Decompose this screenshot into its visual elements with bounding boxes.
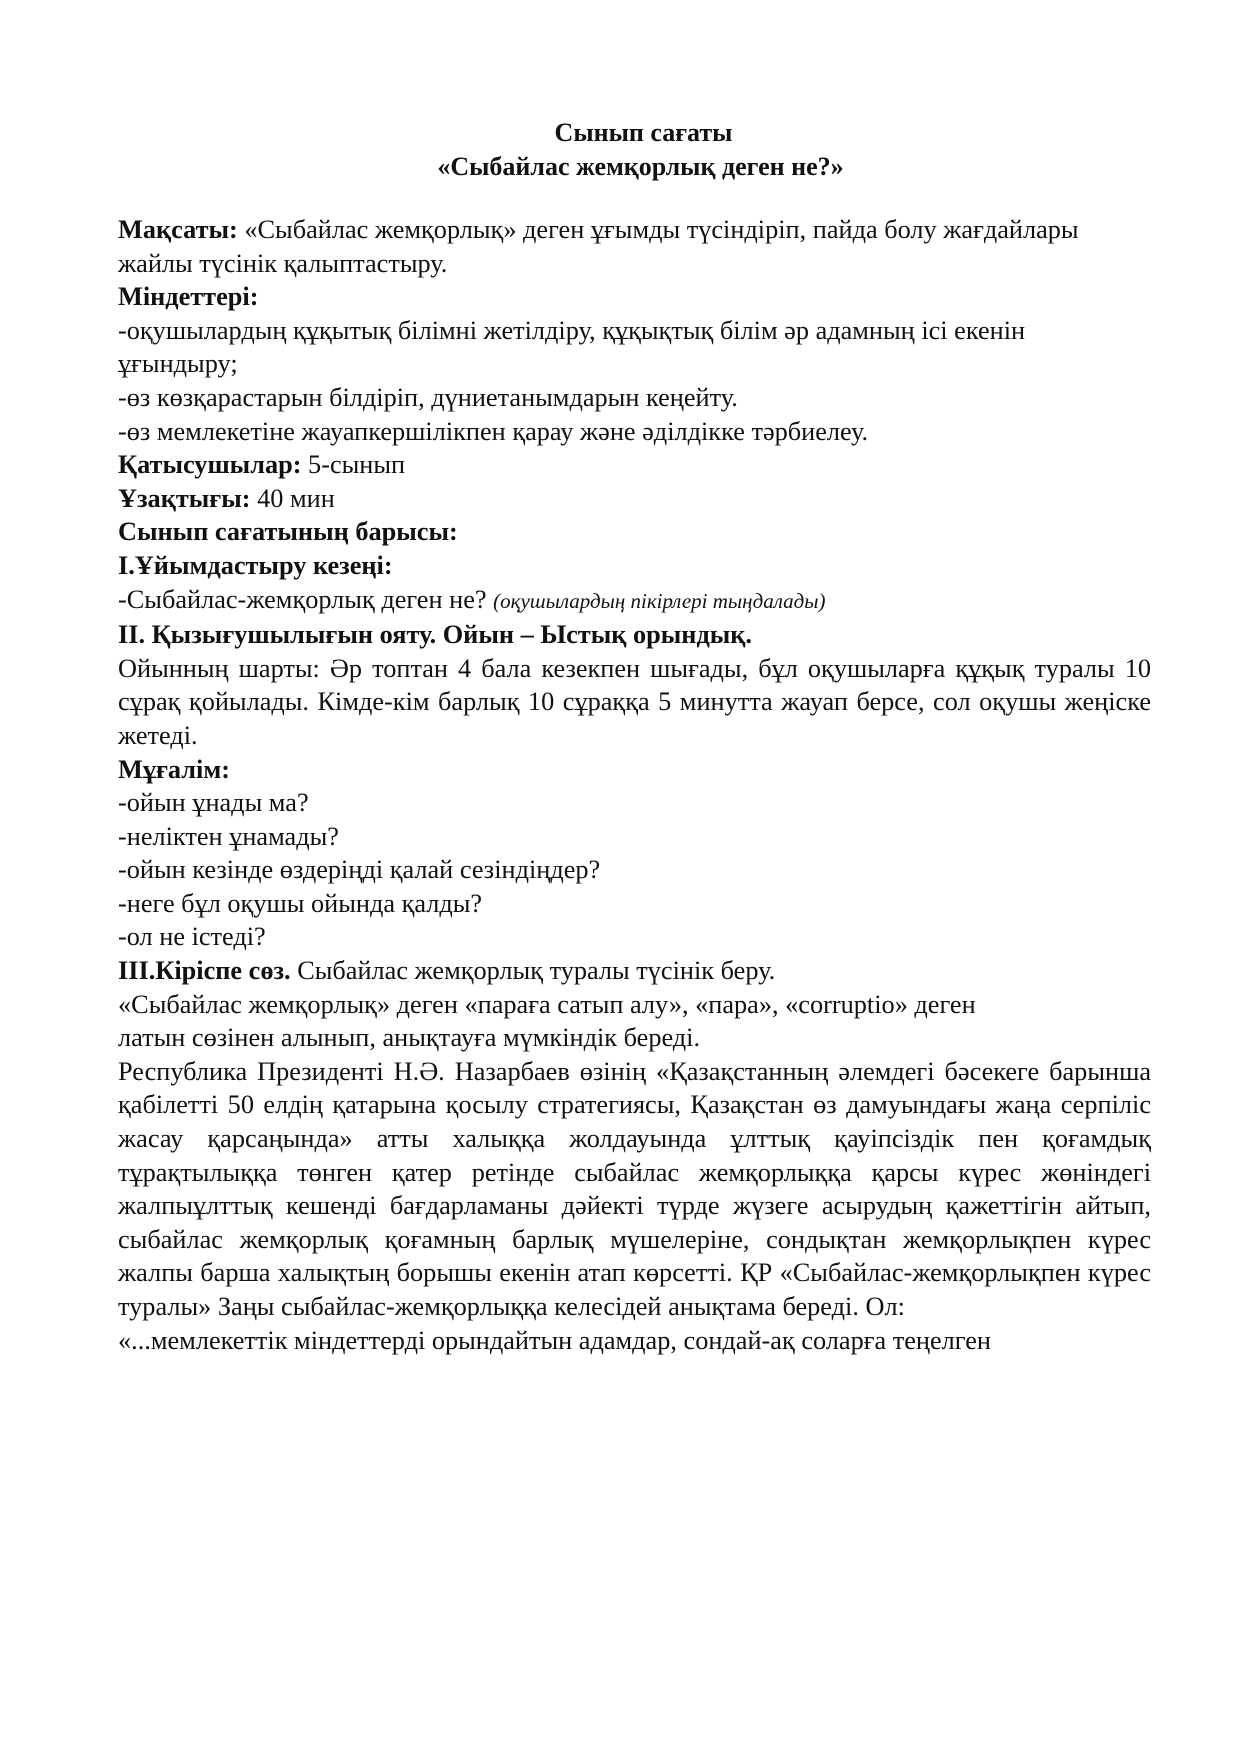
stage1-question: -Сыбайлас-жемқорлық деген не? xyxy=(118,584,494,614)
definition-line: «Сыбайлас жемқорлық» деген «параға сатып алу», «пара», «corruptio» деген xyxy=(118,989,976,1019)
goal-paragraph xyxy=(118,213,1151,280)
stage1-question-line xyxy=(118,583,1151,619)
goal-text: «Сыбайлас жемқорлық» деген ұғымды түсіндіріп, пайда болу жағдайлары жайлы түсінік қалыптастыру. xyxy=(118,215,1079,278)
task-item: -өз көзқарастарын білдіріп, дүниетанымдарын кеңейту. xyxy=(118,382,738,412)
teacher-label: Мұғалім: xyxy=(118,754,231,784)
stage1-heading: I.Ұйымдастыру кезеңі: xyxy=(118,550,393,580)
document-body xyxy=(118,213,1151,1357)
quote-line: «...мемлекеттік міндеттерді орындайтын адамдар, сондай-ақ соларға теңелген xyxy=(118,1325,991,1355)
tasks-label: Міндеттері: xyxy=(118,282,259,312)
stage2-heading: II. Қызығушылығын ояту. Ойын – Ыстық орындық. xyxy=(118,620,753,650)
teacher-question: -ол не істеді? xyxy=(118,922,266,952)
duration-line xyxy=(118,482,1151,516)
teacher-question: -неліктен ұнамады? xyxy=(118,821,339,851)
task-item: -оқушылардың құқытық білімні жетілдіру, құқықтық білім әр адамның ісі екенін ұғындыру; xyxy=(118,315,1026,379)
definition-line: латын сөзінен алынып, анықтауға мүмкіндік береді. xyxy=(118,1023,701,1053)
stage3-text: Сыбайлас жемқорлық туралы түсінік беру. xyxy=(290,956,776,986)
teacher-question: -неге бұл оқушы ойында қалды? xyxy=(118,888,483,918)
duration-value: 40 мин xyxy=(250,483,335,513)
progress-heading: Сынып сағатының барысы: xyxy=(118,517,458,547)
stage1-note: (оқушылардың пікірлері тыңдалады) xyxy=(493,588,826,613)
participants-line xyxy=(118,448,1151,482)
participants-value: 5-сынып xyxy=(301,450,406,480)
participants-label: Қатысушылар: xyxy=(118,450,302,480)
goal-label: Мақсаты: xyxy=(118,215,238,244)
teacher-question: -ойын ұнады ма? xyxy=(118,788,309,818)
task-item: -өз мемлекетіне жауапкершілікпен қарау және әділдікке тәрбиелеу. xyxy=(118,416,869,446)
document-subtitle: «Сыбайлас жемқорлық деген не?» xyxy=(437,152,844,181)
stage3-label: III.Кіріспе сөз. xyxy=(118,956,291,986)
stage3-line xyxy=(118,954,1151,988)
stage2-text: Ойынның шарты: Әр топтан 4 бала кезекпен шығады, бұл оқушыларға құқық туралы 10 сұрақ қойылады. Кімде-кім барлық 10 сұраққа 5 минутта жауап берсе, сол оқушы жеңіске жетеді. xyxy=(118,653,1151,750)
president-paragraph: Республика Президенті Н.Ә. Назарбаев өзінің «Қазақстанның әлемдегі бәсекеге барынша қабілетті 50 елдің қатарына қосылу стратегиясы, Қазақстан өз дамуындағы жаңа серпіліс жасау қарсаңында» атты халыққа жолдауында ұлттық қауіпсіздік пен қоғамдық тұрақтылыққа төнген қатер ретінде сыбайлас жемқорлыққа қарсы күрес жөніндегі жалпыұлттық кешенді бағдарламаны дәйекті түрде жүзеге асырудың қажеттігін айтып, сыбайлас жемқорлық қоғамның барлық мүшелеріне, сондықтан жемқорлықпен күрес жалпы барша халықтың борышы екенін атап көрсетті. ҚР «Сыбайлас-жемқорлықпен күрес туралы» Заңы сыбайлас-жемқорлыққа келесідей анықтама береді. Ол: xyxy=(118,1056,1151,1321)
duration-label: Ұзақтығы: xyxy=(118,483,251,513)
teacher-question: -ойын кезінде өздеріңді қалай сезіндіңдер? xyxy=(118,855,601,885)
document-title: Сынып сағаты xyxy=(554,118,733,147)
